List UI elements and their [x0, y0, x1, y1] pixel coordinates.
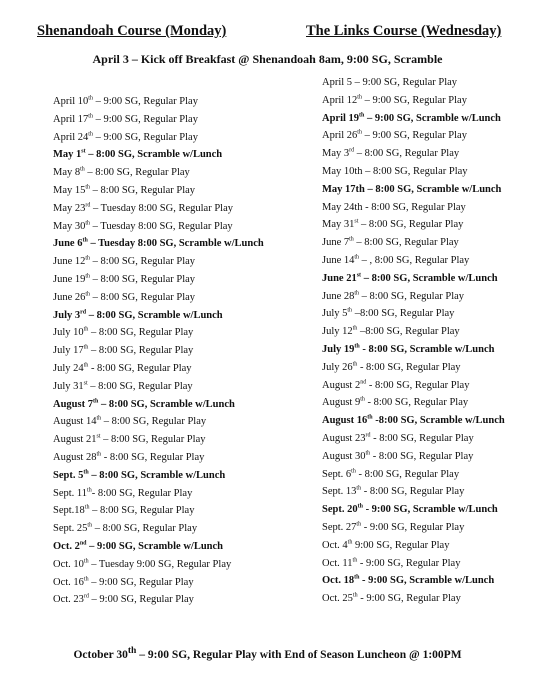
entry-detail: – 8:00 SG, Regular Play: [90, 184, 196, 196]
entry-date-suffix: th: [357, 129, 362, 136]
entry-detail: – 9:00 SG, Regular Play: [361, 94, 467, 106]
entry-date-suffix: th: [85, 291, 91, 298]
entry-date: April 17: [53, 113, 89, 125]
entry-date-suffix: th: [83, 344, 89, 351]
entry-date-suffix: th: [352, 325, 358, 332]
entry-date: Sept.18: [53, 505, 85, 517]
entry-detail: – 9:00 SG, Scramble w/Lunch: [86, 540, 224, 552]
entry-detail: – 8:00 SG, Scramble w/Lunch: [361, 272, 498, 284]
entry-detail: – Tuesday 9:00 SG, Regular Play: [88, 558, 232, 570]
shenandoah-schedule-entry: [53, 591, 264, 609]
shenandoah-schedule-entry: [53, 502, 264, 520]
entry-date-suffix: th: [96, 415, 102, 422]
entry-date: August 16: [322, 415, 368, 427]
shenandoah-schedule-entry: [53, 342, 264, 360]
shenandoah-schedule-entry: [53, 467, 264, 485]
entry-detail: – 9:00 SG, Regular Play: [88, 594, 194, 606]
entry-date: May 31: [322, 219, 355, 231]
entry-date: July 5: [322, 308, 348, 320]
shenandoah-schedule-entry: [53, 324, 264, 342]
shenandoah-schedule-entry: [53, 200, 264, 218]
entry-detail: – 8:00 SG, Regular Play: [88, 327, 194, 339]
entry-date-suffix: th: [347, 307, 353, 314]
links-schedule-entry: [322, 92, 505, 110]
entry-date-suffix: th: [87, 487, 92, 494]
entry-date-suffix: th: [84, 504, 90, 511]
entry-date-suffix: st: [83, 380, 88, 387]
footer-date-suffix: th: [127, 645, 137, 656]
links-schedule-entry: [322, 501, 505, 519]
links-schedule-entry: [322, 430, 505, 448]
links-schedule-entry: [322, 323, 505, 341]
entry-detail: – 8:00 SG, Scramble w/Lunch: [98, 398, 235, 410]
entry-date: May 23: [53, 202, 86, 214]
entry-date-suffix: th: [354, 290, 360, 297]
entry-detail: – 8:00 SG, Scramble w/Lunch: [86, 309, 223, 321]
entry-date: Oct. 16: [53, 576, 84, 588]
entry-date: Sept. 5: [53, 469, 84, 481]
entry-date-suffix: th: [357, 503, 363, 510]
shenandoah-schedule-entry: [53, 378, 264, 396]
entry-date: Oct. 18: [322, 575, 355, 587]
entry-date-suffix: th: [88, 95, 93, 102]
entry-date: Sept. 27: [322, 521, 357, 533]
entry-date-suffix: th: [85, 273, 91, 280]
entry-date-suffix: th: [352, 361, 358, 368]
entry-detail: – 8:00 SG, Regular Play: [100, 434, 206, 446]
entry-detail: - 8:00 SG, Scramble w/Lunch: [359, 343, 495, 355]
entry-detail: - 9:00 SG, Scramble w/Lunch: [362, 504, 498, 516]
entry-date-suffix: th: [88, 131, 93, 138]
entry-date-suffix: th: [96, 451, 102, 458]
entry-date-suffix: th: [352, 557, 358, 564]
entry-date-suffix: th: [354, 254, 360, 261]
entry-date-suffix: th: [359, 112, 365, 119]
entry-date: June 7: [322, 237, 350, 249]
entry-date: June 6: [53, 238, 83, 250]
entry-date-suffix: th: [83, 326, 89, 333]
entry-detail: - 9:00 SG, Regular Play: [357, 593, 461, 605]
entry-detail: - 8:00 SG, Regular Play: [366, 379, 470, 391]
entry-date-suffix: rd: [349, 147, 355, 154]
entry-date: August 2: [322, 379, 361, 391]
shenandoah-schedule-entry: [53, 164, 264, 182]
footer-detail: – 9:00 SG, Regular Play with End of Season Luncheon @ 1:00PM: [136, 648, 462, 661]
entry-detail: – 8:00 SG, Regular Play: [353, 237, 459, 249]
entry-date: April 10: [53, 96, 89, 107]
entry-date: Sept. 11: [53, 487, 88, 499]
entry-date: May 1: [53, 149, 82, 161]
shenandoah-schedule-entry: [53, 235, 264, 253]
season-end-luncheon-line: [0, 645, 535, 661]
entry-date: May 17th – 8:00 SG, Scramble w/Lunch: [322, 183, 502, 195]
entry-date-suffix: th: [360, 396, 365, 403]
entry-date-suffix: th: [82, 237, 88, 244]
entry-detail: - 8:00 SG, Regular Play: [361, 486, 465, 498]
shenandoah-schedule-entry: [53, 396, 264, 414]
entry-detail: - 9:00 SG, Regular Play: [357, 557, 461, 569]
entry-date-suffix: th: [356, 485, 362, 492]
entry-detail: – 8:00 SG, Regular Play: [92, 523, 198, 535]
links-schedule-entry: [322, 252, 505, 270]
links-schedule-entry: [322, 590, 505, 608]
entry-date-suffix: th: [87, 522, 93, 529]
entry-date: July 24: [53, 362, 84, 374]
entry-date: Oct. 11: [322, 557, 353, 569]
entry-detail: - 8:00 SG, Regular Play: [101, 451, 205, 463]
entry-date: August 28: [53, 451, 97, 463]
entry-detail: – 8:00 SG, Regular Play: [90, 273, 196, 285]
shenandoah-schedule-entry: [53, 253, 264, 271]
links-schedule-entry: [322, 359, 505, 377]
footer-date: October 30: [73, 648, 128, 661]
entry-detail: -8:00 SG, Scramble w/Lunch: [372, 415, 505, 427]
links-schedule-entry: [322, 234, 505, 252]
links-schedule-entry: [322, 145, 505, 163]
entry-date-suffix: rd: [365, 432, 371, 439]
entry-date-suffix: th: [352, 592, 358, 599]
entry-date: April 24: [53, 131, 89, 143]
entry-detail: – 9:00 SG, Scramble w/Lunch: [364, 112, 501, 124]
entry-date-suffix: th: [85, 255, 91, 262]
entry-date-suffix: th: [356, 521, 362, 528]
entry-date: May 3: [322, 148, 350, 160]
entry-date-suffix: th: [365, 450, 371, 457]
entry-detail: – 8:00 SG, Regular Play: [90, 291, 196, 303]
entry-date: July 19: [322, 343, 355, 355]
shenandoah-schedule-list: [53, 93, 264, 609]
entry-date: Sept. 13: [322, 486, 357, 498]
entry-date-suffix: th: [80, 166, 85, 173]
entry-date-suffix: th: [85, 184, 91, 191]
entry-date: Oct. 4: [322, 539, 348, 551]
entry-date-suffix: st: [354, 218, 359, 225]
entry-detail: – 8:00 SG, Regular Play: [84, 167, 190, 179]
shenandoah-schedule-entry: [53, 93, 264, 111]
entry-detail: - 8:00 SG, Regular Play: [364, 397, 469, 409]
entry-date: July 12: [322, 326, 353, 338]
entry-date-suffix: th: [349, 236, 354, 243]
entry-detail: - 8:00 SG, Regular Play: [88, 362, 192, 374]
entry-detail: 9:00 SG, Regular Play: [352, 539, 450, 551]
shenandoah-schedule-entry: [53, 556, 264, 574]
links-schedule-entry: [322, 270, 505, 288]
links-schedule-entry: [322, 163, 505, 181]
entry-date-suffix: st: [356, 272, 362, 279]
shenandoah-schedule-entry: [53, 485, 264, 503]
entry-detail: - 8:00 SG, Regular Play: [355, 468, 460, 480]
shenandoah-schedule-entry: [53, 520, 264, 538]
entry-date: August 7: [53, 398, 93, 410]
entry-detail: – 9:00 SG, Regular Play: [92, 96, 198, 107]
entry-detail: – Tuesday 8:00 SG, Scramble w/Lunch: [87, 238, 264, 250]
entry-date: June 28: [322, 290, 355, 302]
entry-detail: – 8:00 SG, Regular Play: [354, 148, 460, 160]
entry-detail: – 9:00 SG, Regular Play: [88, 576, 194, 588]
entry-date: May 10th – 8:00 SG, Regular Play: [322, 165, 468, 177]
links-schedule-entry: [322, 555, 505, 573]
entry-date-suffix: th: [88, 113, 93, 120]
entry-date: May 30: [53, 220, 86, 232]
links-schedule-entry: [322, 537, 505, 555]
entry-date: Oct. 25: [322, 593, 353, 605]
entry-detail: – Tuesday 8:00 SG, Regular Play: [90, 202, 234, 214]
entry-date-suffix: th: [83, 469, 89, 476]
entry-date-suffix: st: [96, 433, 101, 440]
links-schedule-entry: [322, 127, 505, 145]
entry-date-suffix: th: [85, 220, 91, 227]
entry-date: June 21: [322, 272, 357, 284]
links-schedule-entry: [322, 216, 505, 234]
entry-date-suffix: nd: [360, 379, 367, 386]
shenandoah-schedule-entry: [53, 307, 264, 325]
shenandoah-schedule-entry: [53, 111, 264, 129]
shenandoah-schedule-entry: [53, 182, 264, 200]
shenandoah-course-heading: Shenandoah Course (Monday): [37, 23, 227, 39]
entry-detail: – 8:00 SG, Regular Play: [358, 219, 464, 231]
entry-detail: – 8:00 SG, Regular Play: [89, 505, 195, 517]
entry-date: May 15: [53, 184, 86, 196]
entry-date-suffix: th: [354, 343, 360, 350]
entry-detail: – 8:00 SG, Regular Play: [90, 256, 196, 268]
entry-detail: –8:00 SG, Regular Play: [357, 326, 460, 338]
entry-detail: – 8:00 SG, Regular Play: [101, 416, 207, 428]
links-schedule-entry: [322, 466, 505, 484]
entry-date: June 12: [53, 256, 86, 268]
entry-date: August 9: [322, 397, 361, 409]
entry-date: August 23: [322, 432, 366, 444]
entry-date: August 21: [53, 434, 97, 446]
entry-detail: – , 8:00 SG, Regular Play: [359, 254, 470, 266]
entry-date: Oct. 10: [53, 558, 84, 570]
links-schedule-entry: [322, 181, 505, 199]
entry-date: April 5 – 9:00 SG, Regular Play: [322, 77, 458, 88]
entry-detail: – 9:00 SG, Regular Play: [92, 131, 198, 143]
links-schedule-list: [322, 74, 505, 608]
entry-date: June 26: [53, 291, 86, 303]
links-schedule-entry: [322, 305, 505, 323]
entry-detail: – 9:00 SG, Regular Play: [92, 113, 198, 125]
entry-detail: – 8:00 SG, Regular Play: [359, 290, 465, 302]
entry-date-suffix: th: [83, 558, 89, 565]
shenandoah-schedule-entry: [53, 129, 264, 147]
entry-date-suffix: th: [357, 94, 362, 101]
entry-detail: – 8:00 SG, Scramble w/Lunch: [85, 149, 223, 161]
entry-date-suffix: th: [92, 398, 99, 405]
entry-detail: - 8:00 SG, Regular Play: [370, 450, 474, 462]
entry-detail: – 9:00 SG, Regular Play: [361, 130, 467, 142]
links-schedule-entry: [322, 199, 505, 217]
entry-date: May 24th - 8:00 SG, Regular Play: [322, 201, 466, 213]
entry-date: June 19: [53, 273, 86, 285]
entry-date: July 3: [53, 309, 81, 321]
entry-detail: - 8:00 SG, Regular Play: [357, 361, 461, 373]
entry-date: April 12: [322, 94, 358, 106]
entry-date-suffix: st: [81, 148, 86, 155]
shenandoah-schedule-entry: [53, 146, 264, 164]
entry-date-suffix: rd: [80, 309, 87, 316]
entry-date: July 31: [53, 380, 84, 392]
entry-date-suffix: rd: [83, 593, 89, 600]
links-schedule-entry: [322, 483, 505, 501]
links-schedule-entry: [322, 412, 505, 430]
shenandoah-schedule-entry: [53, 574, 264, 592]
entry-detail: –8:00 SG, Regular Play: [352, 308, 455, 320]
entry-date: Oct. 23: [53, 594, 84, 606]
entry-date: April 19: [322, 112, 360, 124]
shenandoah-schedule-entry: [53, 271, 264, 289]
entry-date: April 26: [322, 130, 358, 142]
entry-date: July 17: [53, 345, 84, 357]
links-schedule-entry: [322, 74, 505, 92]
entry-detail: - 9:00 SG, Regular Play: [361, 521, 465, 533]
entry-date: June 14: [322, 254, 355, 266]
shenandoah-schedule-entry: [53, 218, 264, 236]
entry-date: May 8: [53, 167, 81, 179]
shenandoah-schedule-entry: [53, 431, 264, 449]
entry-date: Oct. 2: [53, 540, 80, 552]
entry-date: July 10: [53, 327, 84, 339]
links-schedule-entry: [322, 572, 505, 590]
entry-date-suffix: nd: [79, 540, 87, 547]
links-schedule-entry: [322, 288, 505, 306]
links-schedule-entry: [322, 341, 505, 359]
entry-date: Sept. 6: [322, 468, 352, 480]
kickoff-breakfast-line: April 3 – Kick off Breakfast @ Shenandoah 8am, 9:00 SG, Scramble: [92, 52, 443, 66]
entry-date-suffix: th: [354, 574, 360, 581]
entry-date: Sept. 20: [322, 504, 358, 516]
entry-date-suffix: th: [351, 468, 356, 475]
entry-detail: – 8:00 SG, Regular Play: [88, 345, 194, 357]
shenandoah-schedule-entry: [53, 289, 264, 307]
links-schedule-entry: [322, 377, 505, 395]
entry-detail: – Tuesday 8:00 SG, Regular Play: [90, 220, 233, 232]
links-course-heading: The Links Course (Wednesday): [306, 23, 502, 39]
entry-date-suffix: th: [347, 539, 353, 546]
entry-date: August 30: [322, 450, 366, 462]
entry-detail: – 8:00 SG, Regular Play: [87, 380, 193, 392]
entry-date-suffix: th: [83, 576, 89, 583]
entry-date-suffix: rd: [85, 202, 91, 209]
entry-detail: – 8:00 SG, Scramble w/Lunch: [88, 469, 226, 481]
shenandoah-schedule-entry: [53, 538, 264, 556]
entry-date: July 26: [322, 361, 353, 373]
shenandoah-schedule-entry: [53, 360, 264, 378]
links-schedule-entry: [322, 394, 505, 412]
entry-date: August 14: [53, 416, 97, 428]
entry-detail: - 8:00 SG, Regular Play: [91, 487, 193, 499]
links-schedule-entry: [322, 519, 505, 537]
links-schedule-entry: [322, 448, 505, 466]
shenandoah-schedule-entry: [53, 449, 264, 467]
entry-detail: - 8:00 SG, Regular Play: [370, 432, 474, 444]
links-schedule-entry: [322, 110, 505, 128]
entry-date: Sept. 25: [53, 523, 88, 535]
entry-detail: - 9:00 SG, Scramble w/Lunch: [359, 575, 495, 587]
shenandoah-schedule-entry: [53, 413, 264, 431]
entry-date-suffix: th: [367, 414, 373, 421]
entry-date-suffix: th: [83, 362, 89, 369]
